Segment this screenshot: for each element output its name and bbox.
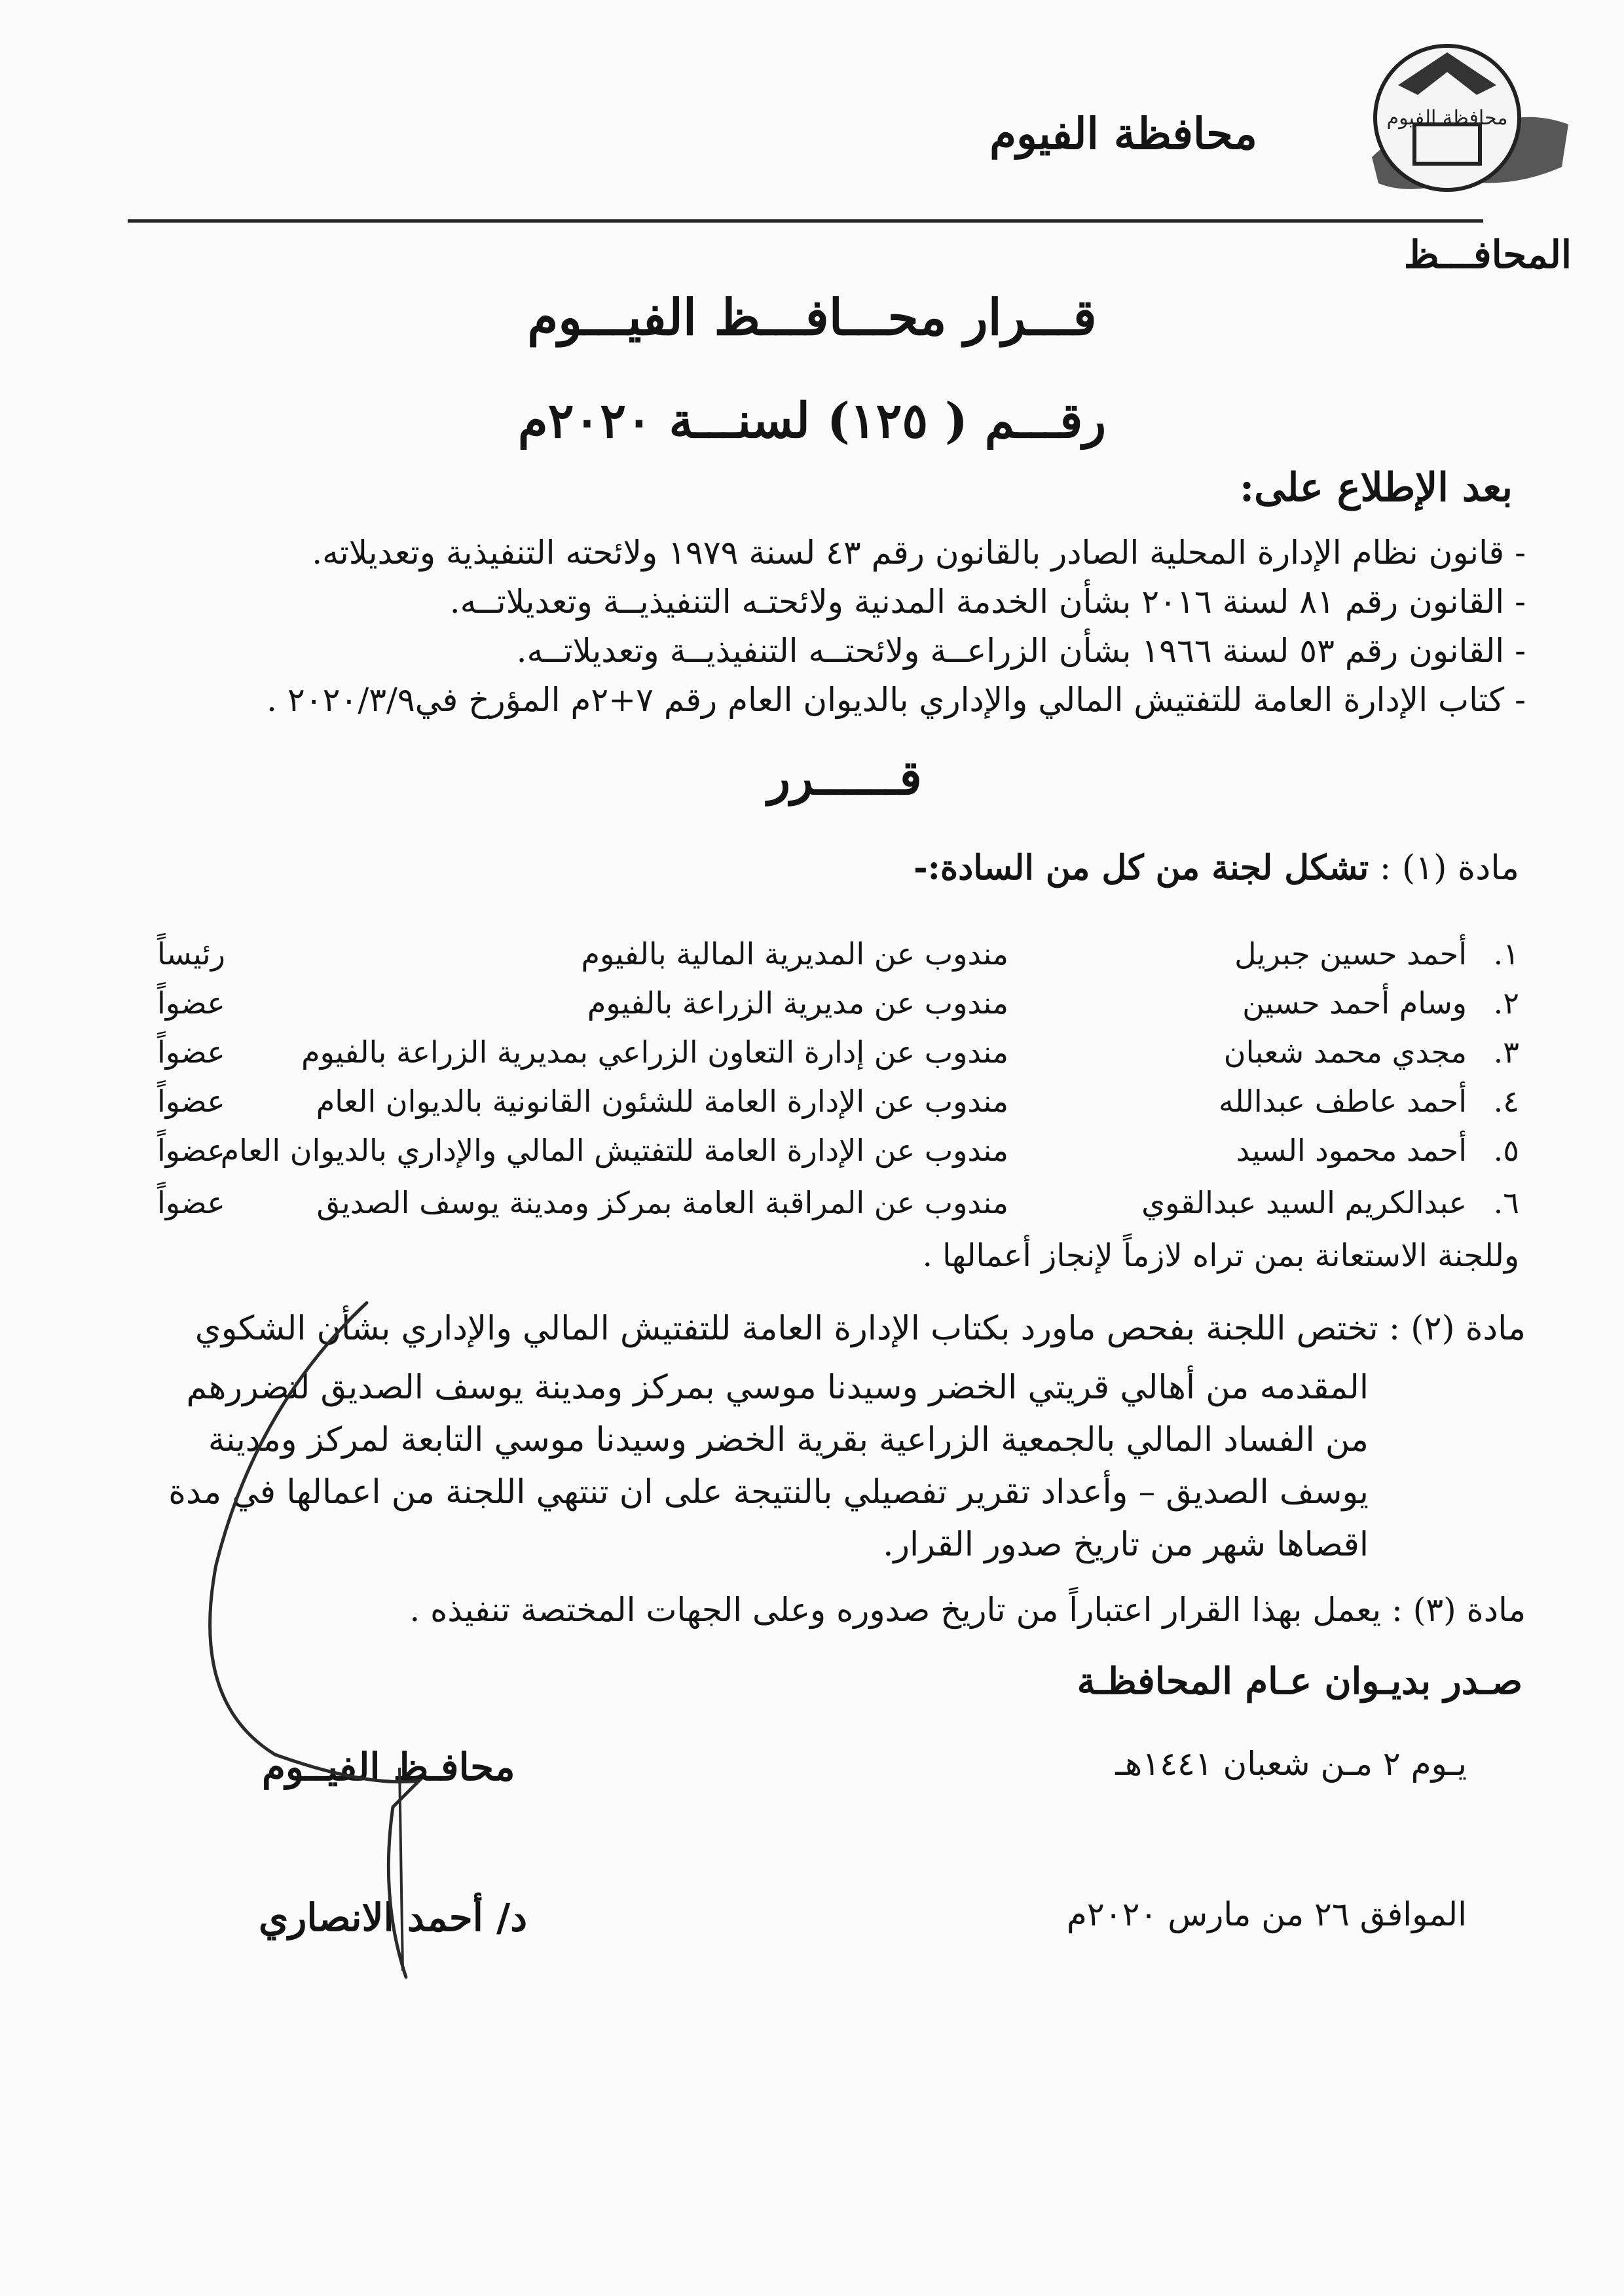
article-3-label: مادة (٣) : — [1381, 1591, 1526, 1629]
member-representation: مندوب عن الإدارة العامة للتفتيش المالي والإداري بالديوان العام — [220, 1133, 1008, 1168]
svg-text:محافظة الفيوم: محافظة الفيوم — [1386, 107, 1508, 130]
member-row — [157, 1084, 1519, 1131]
article-1 — [913, 848, 1519, 888]
reference-item: - قانون نظام الإدارة المحلية الصادر بالقانون رقم ٤٣ لسنة ١٩٧٩ ولائحته التنفيذية وتعديلاته. — [312, 534, 1526, 572]
article-2-line: اقصاها شهر من تاريخ صدور القرار. — [883, 1525, 1369, 1564]
member-row — [157, 985, 1519, 1032]
article-2-line: تختص اللجنة بفحص ماورد بكتاب الإدارة العامة للتفتيش المالي والإداري بشأن الشكوي — [194, 1309, 1378, 1348]
member-role: رئيساً — [157, 936, 225, 972]
preamble-heading: بعد الإطلاع على: — [1240, 465, 1513, 511]
member-role: عضواً — [157, 1185, 225, 1220]
article-2-line: المقدمه من أهالي قريتي الخضر وسيدنا موسي بمركز ومدينة يوسف الصديق لتضررهم — [186, 1368, 1369, 1407]
member-name: وسام أحمد حسين — [1242, 985, 1467, 1021]
reference-item: - كتاب الإدارة العامة للتفتيش المالي والإداري بالديوان العام رقم ٧+٢م المؤرخ في٢٠٢٠/٣/٩ . — [267, 681, 1526, 719]
header-divider — [128, 219, 1483, 223]
reference-item: - القانون رقم ٥٣ لسنة ١٩٦٦ بشأن الزراعــة ولائحتــه التنفيذيــة وتعديلاتــه. — [516, 632, 1526, 670]
member-representation: مندوب عن إدارة التعاون الزراعي بمديرية الزراعة بالفيوم — [301, 1034, 1008, 1070]
member-index: ١. — [1493, 936, 1519, 972]
member-index: ٥. — [1493, 1133, 1519, 1168]
decision-heading: قــــــرر — [767, 750, 922, 805]
governorate-emblem — [1359, 26, 1575, 216]
article-2-line: من الفساد المالي بالجمعية الزراعية بقرية الخضر وسيدنا موسي التابعة لمركز ومدينة — [208, 1421, 1369, 1459]
member-row — [157, 1133, 1519, 1180]
member-representation: مندوب عن مديرية الزراعة بالفيوم — [587, 985, 1008, 1021]
article-2-line: يوسف الصديق – وأعداد تقرير تفصيلي بالنتيجة على ان تنتهي اللجنة من اعمالها في مدة — [168, 1473, 1369, 1512]
committee-assistance-note: وللجنة الاستعانة بمن تراه لازماً لإنجاز أعمالها . — [922, 1237, 1519, 1274]
member-representation: مندوب عن المراقبة العامة بمركز ومدينة يوسف الصديق — [316, 1185, 1008, 1220]
member-name: مجدي محمد شعبان — [1223, 1034, 1467, 1070]
member-row — [157, 1034, 1519, 1082]
member-index: ٤. — [1493, 1084, 1519, 1119]
member-index: ٣. — [1493, 1034, 1519, 1070]
member-role: عضواً — [157, 1133, 225, 1168]
member-row — [157, 1185, 1519, 1232]
member-name: أحمد حسين جبريل — [1234, 936, 1467, 972]
member-role: عضواً — [157, 1034, 225, 1070]
member-role: عضواً — [157, 985, 225, 1021]
member-index: ٢. — [1493, 985, 1519, 1021]
member-role: عضواً — [157, 1084, 225, 1119]
article-1-text: تشكل لجنة من كل من السادة:- — [913, 848, 1369, 888]
governor-title: محافـظ الفيــوم — [262, 1745, 515, 1789]
article-2-label: مادة (٢) : — [1378, 1309, 1526, 1348]
article-3-text: يعمل بهذا القرار اعتباراً من تاريخ صدوره وعلى الجهات المختصة تنفيذه . — [409, 1591, 1382, 1629]
member-row — [157, 936, 1519, 983]
governorate-name: محافظة الفيوم — [989, 108, 1257, 159]
reference-item: - القانون رقم ٨١ لسنة ٢٠١٦ بشأن الخدمة المدنية ولائحتـه التنفيذيــة وتعديلاتــه. — [449, 583, 1526, 621]
member-name: عبدالكريم السيد عبدالقوي — [1141, 1185, 1467, 1220]
member-name: أحمد عاطف عبدالله — [1218, 1084, 1467, 1119]
article-3 — [409, 1591, 1526, 1629]
gregorian-date: الموافق ٢٦ من مارس ٢٠٢٠م — [1066, 1895, 1467, 1933]
hijri-date: يـوم ٢ مـن شعبان ١٤٤١هـ — [1115, 1745, 1467, 1783]
member-name: أحمد محمود السيد — [1236, 1133, 1467, 1168]
member-index: ٦. — [1493, 1185, 1519, 1220]
article-1-label: مادة (١) : — [1369, 848, 1519, 888]
issued-at: صـدر بديـوان عـام المحافظـة — [1077, 1660, 1522, 1703]
decree-title: قـــرار محـــافـــظ الفيـــوم — [527, 288, 1097, 346]
article-2 — [195, 1309, 1526, 1348]
member-representation: مندوب عن الإدارة العامة للشئون القانونية بالديوان العام — [316, 1084, 1008, 1119]
decree-number: رقـــم ( ١٢٥) لسنـــة ٢٠٢٠م — [517, 393, 1107, 449]
emblem-icon — [1359, 26, 1575, 216]
office-label: المحافـــظ — [1403, 232, 1572, 277]
member-representation: مندوب عن المديرية المالية بالفيوم — [581, 936, 1008, 972]
governor-name: د/ أحمد الانصاري — [259, 1895, 528, 1940]
